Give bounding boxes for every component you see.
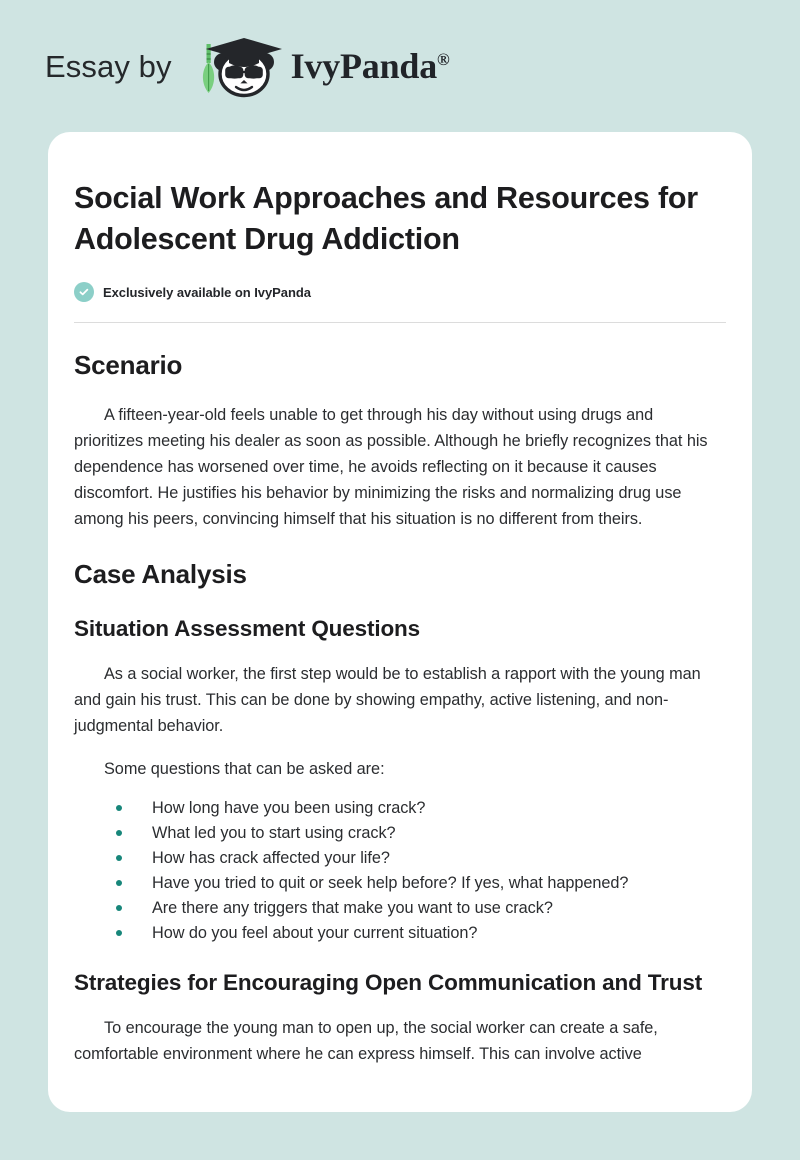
essay-by-label: Essay by: [45, 48, 172, 84]
list-item: [74, 821, 726, 846]
bullet-icon: [116, 805, 122, 811]
list-item: [74, 896, 726, 921]
bullet-icon: [116, 930, 122, 936]
list-item-text: How long have you been using crack?: [152, 799, 426, 817]
bullet-icon: [116, 830, 122, 836]
bullet-icon: [116, 905, 122, 911]
list-item: [74, 871, 726, 896]
ivypanda-wordmark: [291, 48, 450, 84]
panda-graduate-icon: [191, 34, 297, 98]
list-item-text: Are there any triggers that make you want to use crack?: [152, 899, 553, 917]
section-heading-strategies: Strategies for Encouraging Open Communication and Trust: [74, 970, 703, 995]
list-item-text: Have you tried to quit or seek help before? If yes, what happened?: [152, 874, 629, 892]
section-heading-case-analysis: Case Analysis: [74, 559, 247, 589]
brand-header: [0, 0, 800, 132]
brand-name-text: IvyPanda: [290, 46, 438, 86]
situation-assessment-paragraph-2: Some questions that can be asked are:: [104, 760, 385, 778]
exclusive-badge: [74, 282, 726, 302]
ivypanda-logo[interactable]: [191, 34, 450, 98]
list-item: [74, 796, 726, 821]
list-item-text: How has crack affected your life?: [152, 849, 390, 867]
bamboo-leaf-icon: [202, 44, 213, 93]
strategies-paragraph: To encourage the young man to open up, the social worker can create a safe, comfortable environment where he can express himself. This can involve active: [74, 1019, 658, 1063]
check-circle-icon: [74, 282, 94, 302]
situation-assessment-paragraph-1: As a social worker, the first step would be to establish a rapport with the young man and gain his trust. This can be done by showing empathy, active listening, and non-judgmental behavior.: [74, 665, 701, 735]
assessment-questions-list: [74, 796, 726, 946]
section-heading-situation-assessment-questions: Situation Assessment Questions: [74, 616, 420, 641]
list-item-text: What led you to start using crack?: [152, 824, 396, 842]
registered-trademark-symbol: ®: [437, 50, 450, 69]
scenario-paragraph: A fifteen-year-old feels unable to get through his day without using drugs and prioritizes meeting his dealer as soon as possible. Although he briefly recognizes that his dependence has worsened over time, he avoids reflecting on it because it causes discomfort. He justifies his behavior by minimizing the risks and normalizing drug use among his peers, convincing himself that his situation is no different from theirs.: [74, 406, 708, 528]
bullet-icon: [116, 855, 122, 861]
section-heading-scenario: Scenario: [74, 350, 183, 380]
list-item-text: How do you feel about your current situation?: [152, 924, 478, 942]
page-title: Social Work Approaches and Resources for Adolescent Drug Addiction: [74, 181, 698, 256]
list-item: [74, 921, 726, 946]
document-card: [48, 132, 752, 1112]
bullet-icon: [116, 880, 122, 886]
list-item: [74, 846, 726, 871]
header-divider: [74, 322, 726, 323]
exclusive-badge-label: Exclusively available on IvyPanda: [103, 284, 311, 300]
